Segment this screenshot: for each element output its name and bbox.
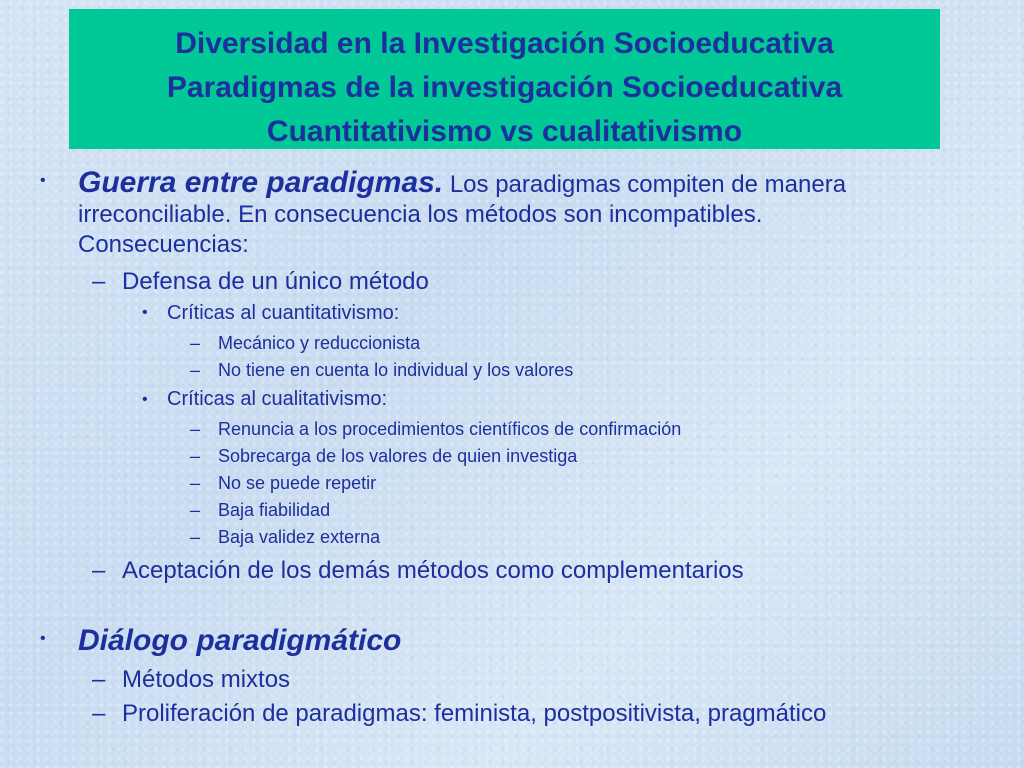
dash-cuali-4: –	[190, 500, 201, 520]
criticas-cuali-label: Críticas al cualitativismo:	[167, 388, 388, 410]
guerra-text-3: Consecuencias:	[78, 231, 249, 258]
dialogo-heading: Diálogo paradigmático	[78, 624, 402, 657]
criticas-cuanti-item-1: Mecánico y reduccionista	[218, 333, 421, 353]
title-line-1: Diversidad en la Investigación Socioeducativa	[175, 27, 834, 60]
title-line-3: Cuantitativismo vs cualitativismo	[266, 115, 743, 148]
bullet-criticas-cuanti: •	[142, 304, 148, 321]
dash-cuanti-2: –	[190, 360, 201, 380]
title-line-2: Paradigmas de la investigación Socioeducativa	[166, 71, 843, 104]
dash-cuali-3: –	[190, 473, 201, 493]
dash-cuanti-1: –	[190, 333, 201, 353]
criticas-cuali-item-4: Baja fiabilidad	[218, 500, 331, 520]
criticas-cuali-item-3: No se puede repetir	[218, 473, 377, 493]
guerra-text-1: Los paradigmas compiten de manera	[443, 171, 847, 198]
aceptacion-label: Aceptación de los demás métodos como complementarios	[122, 557, 744, 584]
criticas-cuali-item-5: Baja validez externa	[218, 527, 381, 547]
bullet-dialogo: •	[40, 630, 46, 647]
dash-dialogo-1: –	[92, 666, 106, 693]
dash-cuali-2: –	[190, 446, 201, 466]
criticas-cuanti-item-2: No tiene en cuenta lo individual y los valores	[218, 360, 574, 380]
dash-cuali-1: –	[190, 419, 201, 439]
criticas-cuali-item-1: Renuncia a los procedimientos científicos de confirmación	[218, 419, 682, 439]
dialogo-item-1: Métodos mixtos	[122, 666, 291, 693]
guerra-heading: Guerra entre paradigmas.	[78, 166, 444, 199]
guerra-text-2: irreconciliable. En consecuencia los métodos son incompatibles.	[78, 201, 763, 228]
dash-defensa: –	[92, 268, 106, 295]
bullet-criticas-cuali: •	[142, 391, 148, 408]
criticas-cuali-item-2: Sobrecarga de los valores de quien investiga	[218, 446, 578, 466]
dash-cuali-5: –	[190, 527, 201, 547]
criticas-cuanti-label: Críticas al cuantitativismo:	[167, 302, 400, 324]
dash-dialogo-2: –	[92, 700, 106, 727]
bullet-guerra: •	[40, 172, 46, 189]
guerra-line-1	[78, 166, 846, 200]
dash-aceptacion: –	[92, 557, 106, 584]
defensa-label: Defensa de un único método	[122, 268, 429, 295]
dialogo-item-2: Proliferación de paradigmas: feminista, postpositivista, pragmático	[122, 700, 827, 727]
